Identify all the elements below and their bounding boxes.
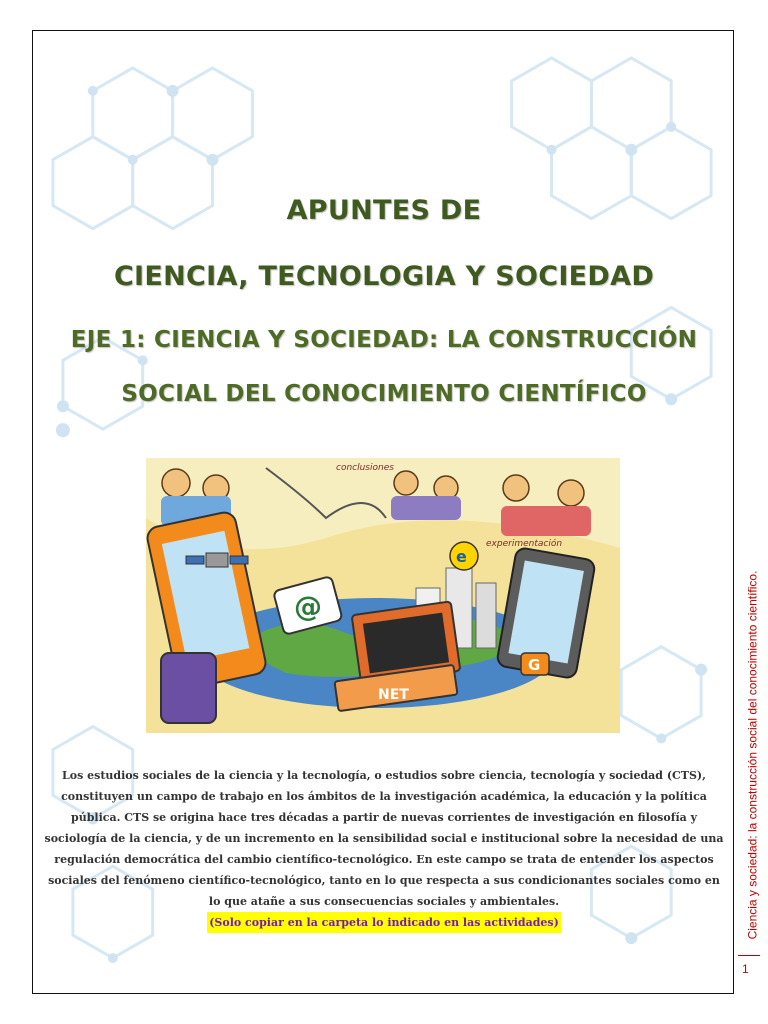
cover-illustration [146, 458, 620, 733]
page-number: 1 [742, 962, 749, 976]
small-phone-drawing [161, 653, 216, 723]
document-subtitle-line-2: SOCIAL DEL CONOCIMIENTO CIENTÍFICO [121, 381, 647, 407]
svg-text:e: e [456, 547, 467, 566]
google-badge-icon [521, 653, 549, 675]
internet-explorer-icon [450, 542, 478, 570]
intro-paragraph-block [43, 765, 725, 933]
label-conclusiones: conclusiones [336, 463, 394, 473]
svg-text:G: G [528, 656, 541, 674]
copy-note-highlight: (Solo copiar en la carpeta lo indicado en las actividades) [207, 912, 561, 933]
label-experimentacion: experimentación [486, 539, 563, 549]
document-subtitle-line-1: EJE 1: CIENCIA Y SOCIEDAD: LA CONSTRUCCIÓN [70, 327, 698, 353]
document-title-line-1: APUNTES DE [286, 195, 482, 226]
science-technology-collage-image [146, 458, 620, 733]
label-net: NET [378, 687, 409, 703]
margin-running-header [740, 560, 764, 950]
document-title-line-2: CIENCIA, TECNOLOGIA Y SOCIEDAD [113, 261, 655, 292]
intro-paragraph: Los estudios sociales de la ciencia y la tecnología, o estudios sobre ciencia, tecnología y sociedad (CTS), constituyen un campo de trabajo en los ámbitos de la investigación académica, la educación y la política pública. CTS se origina hace tres décadas a partir de nuevas corrientes de investigación en filosofía y sociología de la ciencia, y de un incremento en la sensibilidad social e institucional sobre la necesidad de una regulación democrática del cambio científico-tecnológico. En este campo se trata de entender los aspectos sociales del fenómeno científico-tecnológico, tanto en lo que respecta a sus condicionantes sociales como en lo que atañe a sus consecuencias sociales y ambientales. [44, 769, 724, 908]
svg-text:@: @ [294, 590, 322, 623]
margin-divider [738, 955, 760, 956]
page-frame [32, 30, 734, 994]
margin-running-header-text: Ciencia y sociedad: la construcción social del conocimiento científico. [745, 570, 760, 940]
